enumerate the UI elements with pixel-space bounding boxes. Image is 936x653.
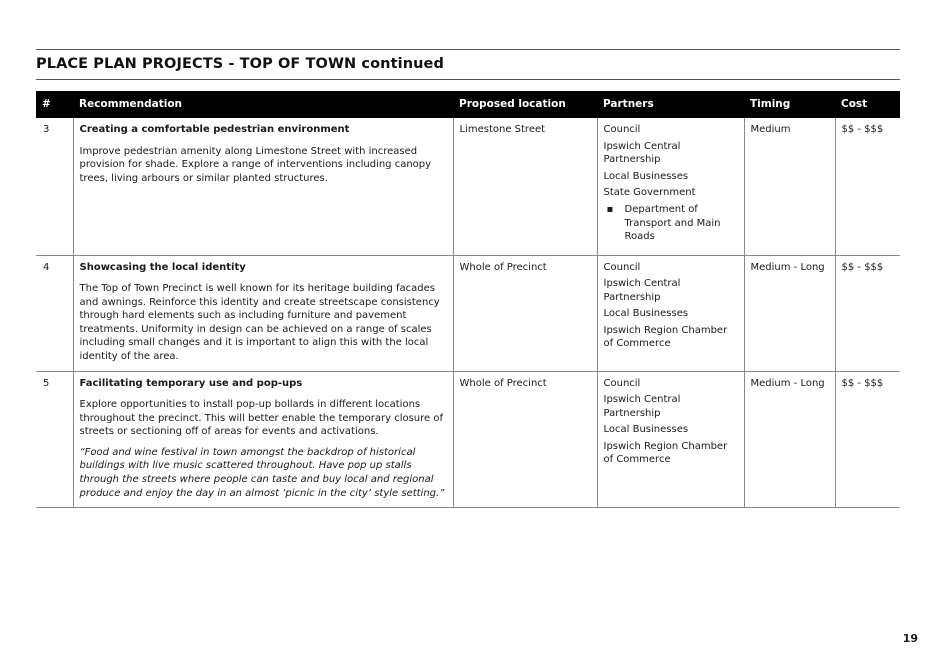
partner-item: Ipswich Central Partnership [603, 140, 681, 166]
sub-partner-item [604, 203, 738, 244]
cost: $$ - $$$ [835, 118, 900, 255]
header-number: # [42, 97, 51, 110]
cost: $$ - $$$ [835, 371, 900, 507]
partner-item: Local Businesses [603, 308, 689, 320]
cost: $$ - $$$ [835, 255, 900, 371]
recommendation-description: The Top of Town Precinct is well known for its heritage building facades and awnings. Reinforce this identity and create streetscape consistency through hard elements such as including furniture and pavement treatments. Uniformity in design can be achieved on a range of scales including small changes and it is important to align this with the local identity of the area. [79, 283, 440, 363]
row-number: 3 [36, 118, 73, 255]
recommendation-description: Explore opportunities to install pop-up bollards in different locations throughout the precinct. This will better enable the temporary closure of streets or sectioning off of areas for events and activations. [79, 399, 444, 438]
table-header-row [36, 91, 900, 118]
header-partners: Partners [603, 97, 654, 110]
recommendation-cell [73, 118, 453, 255]
recommendation-title: Creating a comfortable pedestrian environment [79, 124, 350, 135]
community-quote: “Food and wine festival in town amongst the backdrop of historical buildings with live music scattered throughout. Have pop up stalls through the streets where people can taste and buy local and regional produce and enjoy the day in an almost ‘picnic in the city’ style setting.” [79, 446, 445, 499]
recommendation-title: Showcasing the local identity [79, 261, 246, 273]
title-rule [36, 79, 900, 80]
table-row [36, 371, 900, 507]
partner-item: Ipswich Central Partnership [603, 278, 681, 303]
partner-item: Local Businesses [603, 424, 689, 436]
partner-item: Local Businesses [603, 170, 689, 182]
timing: Medium [744, 118, 835, 255]
row-number: 4 [36, 255, 73, 371]
recommendation-title: Facilitating temporary use and pop-ups [79, 377, 303, 389]
recommendation-description: Improve pedestrian amenity along Limestone Street with increased provision for shade. Explore a range of interventions including canopy trees, living arbours or similar planted structures. [79, 145, 432, 184]
header-recommendation: Recommendation [79, 97, 183, 110]
partner-item: Council [603, 261, 641, 273]
sub-partner-label: Department of Transport and Main Roads [624, 203, 721, 243]
page-number: 19 [902, 632, 918, 645]
partners-cell [597, 371, 744, 507]
partners-cell [597, 255, 744, 371]
proposed-location: Whole of Precinct [453, 371, 597, 507]
recommendation-cell [73, 255, 453, 371]
header-timing: Timing [750, 97, 791, 110]
recommendation-cell [73, 371, 453, 507]
timing: Medium - Long [744, 371, 835, 507]
partner-item: Ipswich Central Partnership [603, 394, 681, 419]
partner-item: State Government [603, 187, 696, 199]
partner-item: Council [603, 377, 641, 389]
partner-item: Council [603, 124, 641, 135]
table-row [36, 255, 900, 371]
timing: Medium - Long [744, 255, 835, 371]
header-proposed-location: Proposed location [459, 97, 566, 110]
partner-item: Ipswich Region Chamber of Commerce [603, 440, 728, 466]
bullet-icon: ▪ [606, 203, 614, 215]
proposed-location: Limestone Street [453, 118, 597, 255]
page-title: PLACE PLAN PROJECTS - TOP OF TOWN continued [36, 56, 444, 72]
projects-table [36, 91, 900, 508]
partner-item: Ipswich Region Chamber of Commerce [603, 324, 728, 350]
proposed-location: Whole of Precinct [453, 255, 597, 371]
top-rule [36, 49, 900, 50]
partners-cell [597, 118, 744, 255]
table-row [36, 118, 900, 255]
row-number: 5 [36, 371, 73, 507]
header-cost: Cost [841, 97, 868, 110]
